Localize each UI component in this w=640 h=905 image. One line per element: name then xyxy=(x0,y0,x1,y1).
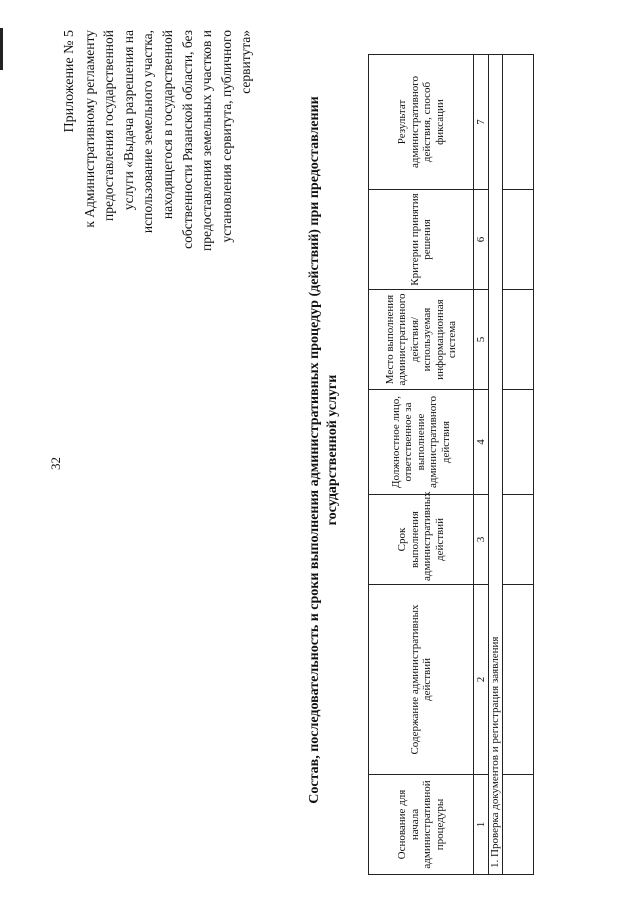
document-title-line-2: государственной услуги xyxy=(325,374,340,526)
section-row xyxy=(489,55,503,875)
column-number: 3 xyxy=(474,495,489,585)
header-cell-place: Место выполнения административного действия/ используемая информационная система xyxy=(369,290,474,390)
appendix-line: собственности Рязанской области, без xyxy=(179,30,195,249)
column-number: 4 xyxy=(474,390,489,495)
table-cell xyxy=(502,390,533,495)
column-number: 6 xyxy=(474,190,489,290)
section-title: 1. Проверка документов и регистрация заявления xyxy=(489,55,503,875)
table-cell xyxy=(502,585,533,775)
column-number: 1 xyxy=(474,775,489,875)
appendix-line: находящегося в государственной xyxy=(159,30,175,220)
table-row xyxy=(502,55,533,875)
document-title-line-1: Состав, последовательность и сроки выполнения административных процедур (действий) при предоставлении xyxy=(307,96,322,804)
column-number: 7 xyxy=(474,55,489,190)
table-cell xyxy=(502,290,533,390)
column-number: 5 xyxy=(474,290,489,390)
table-cell xyxy=(502,190,533,290)
appendix-line: использование земельного участка, xyxy=(140,30,156,234)
page-number: 32 xyxy=(48,457,63,470)
header-cell-basis: Основание для начала административной процедуры xyxy=(369,775,474,875)
appendix-line: услуги «Выдача разрешения на xyxy=(120,30,136,211)
appendix-title: Приложение № 5 xyxy=(62,30,77,133)
header-cell-result: Результат административного действия, способ фиксации xyxy=(369,55,474,190)
header-cell-content: Содержание административных действий xyxy=(369,585,474,775)
document-title xyxy=(306,55,342,845)
header-cell-term: Срок выполнения административных действий xyxy=(369,495,474,585)
header-cell-official: Должностное лицо, ответственное за выполнение административного действия xyxy=(369,390,474,495)
table-header-row xyxy=(369,55,474,875)
appendix-line: сервитута» xyxy=(238,30,254,94)
appendix-line: предоставления земельных участков и xyxy=(199,30,215,251)
appendix-line: установления сервитута, публичного xyxy=(218,30,234,243)
appendix-block xyxy=(60,30,256,325)
table-cell xyxy=(502,55,533,190)
column-number-row xyxy=(474,55,489,875)
appendix-line: предоставления государственной xyxy=(101,30,117,221)
header-cell-criteria: Критерии принятия решения xyxy=(369,190,474,290)
appendix-line: к Административному регламенту xyxy=(81,30,97,228)
procedures-table xyxy=(368,54,534,875)
table-cell xyxy=(502,495,533,585)
table-cell xyxy=(502,775,533,875)
column-number: 2 xyxy=(474,585,489,775)
